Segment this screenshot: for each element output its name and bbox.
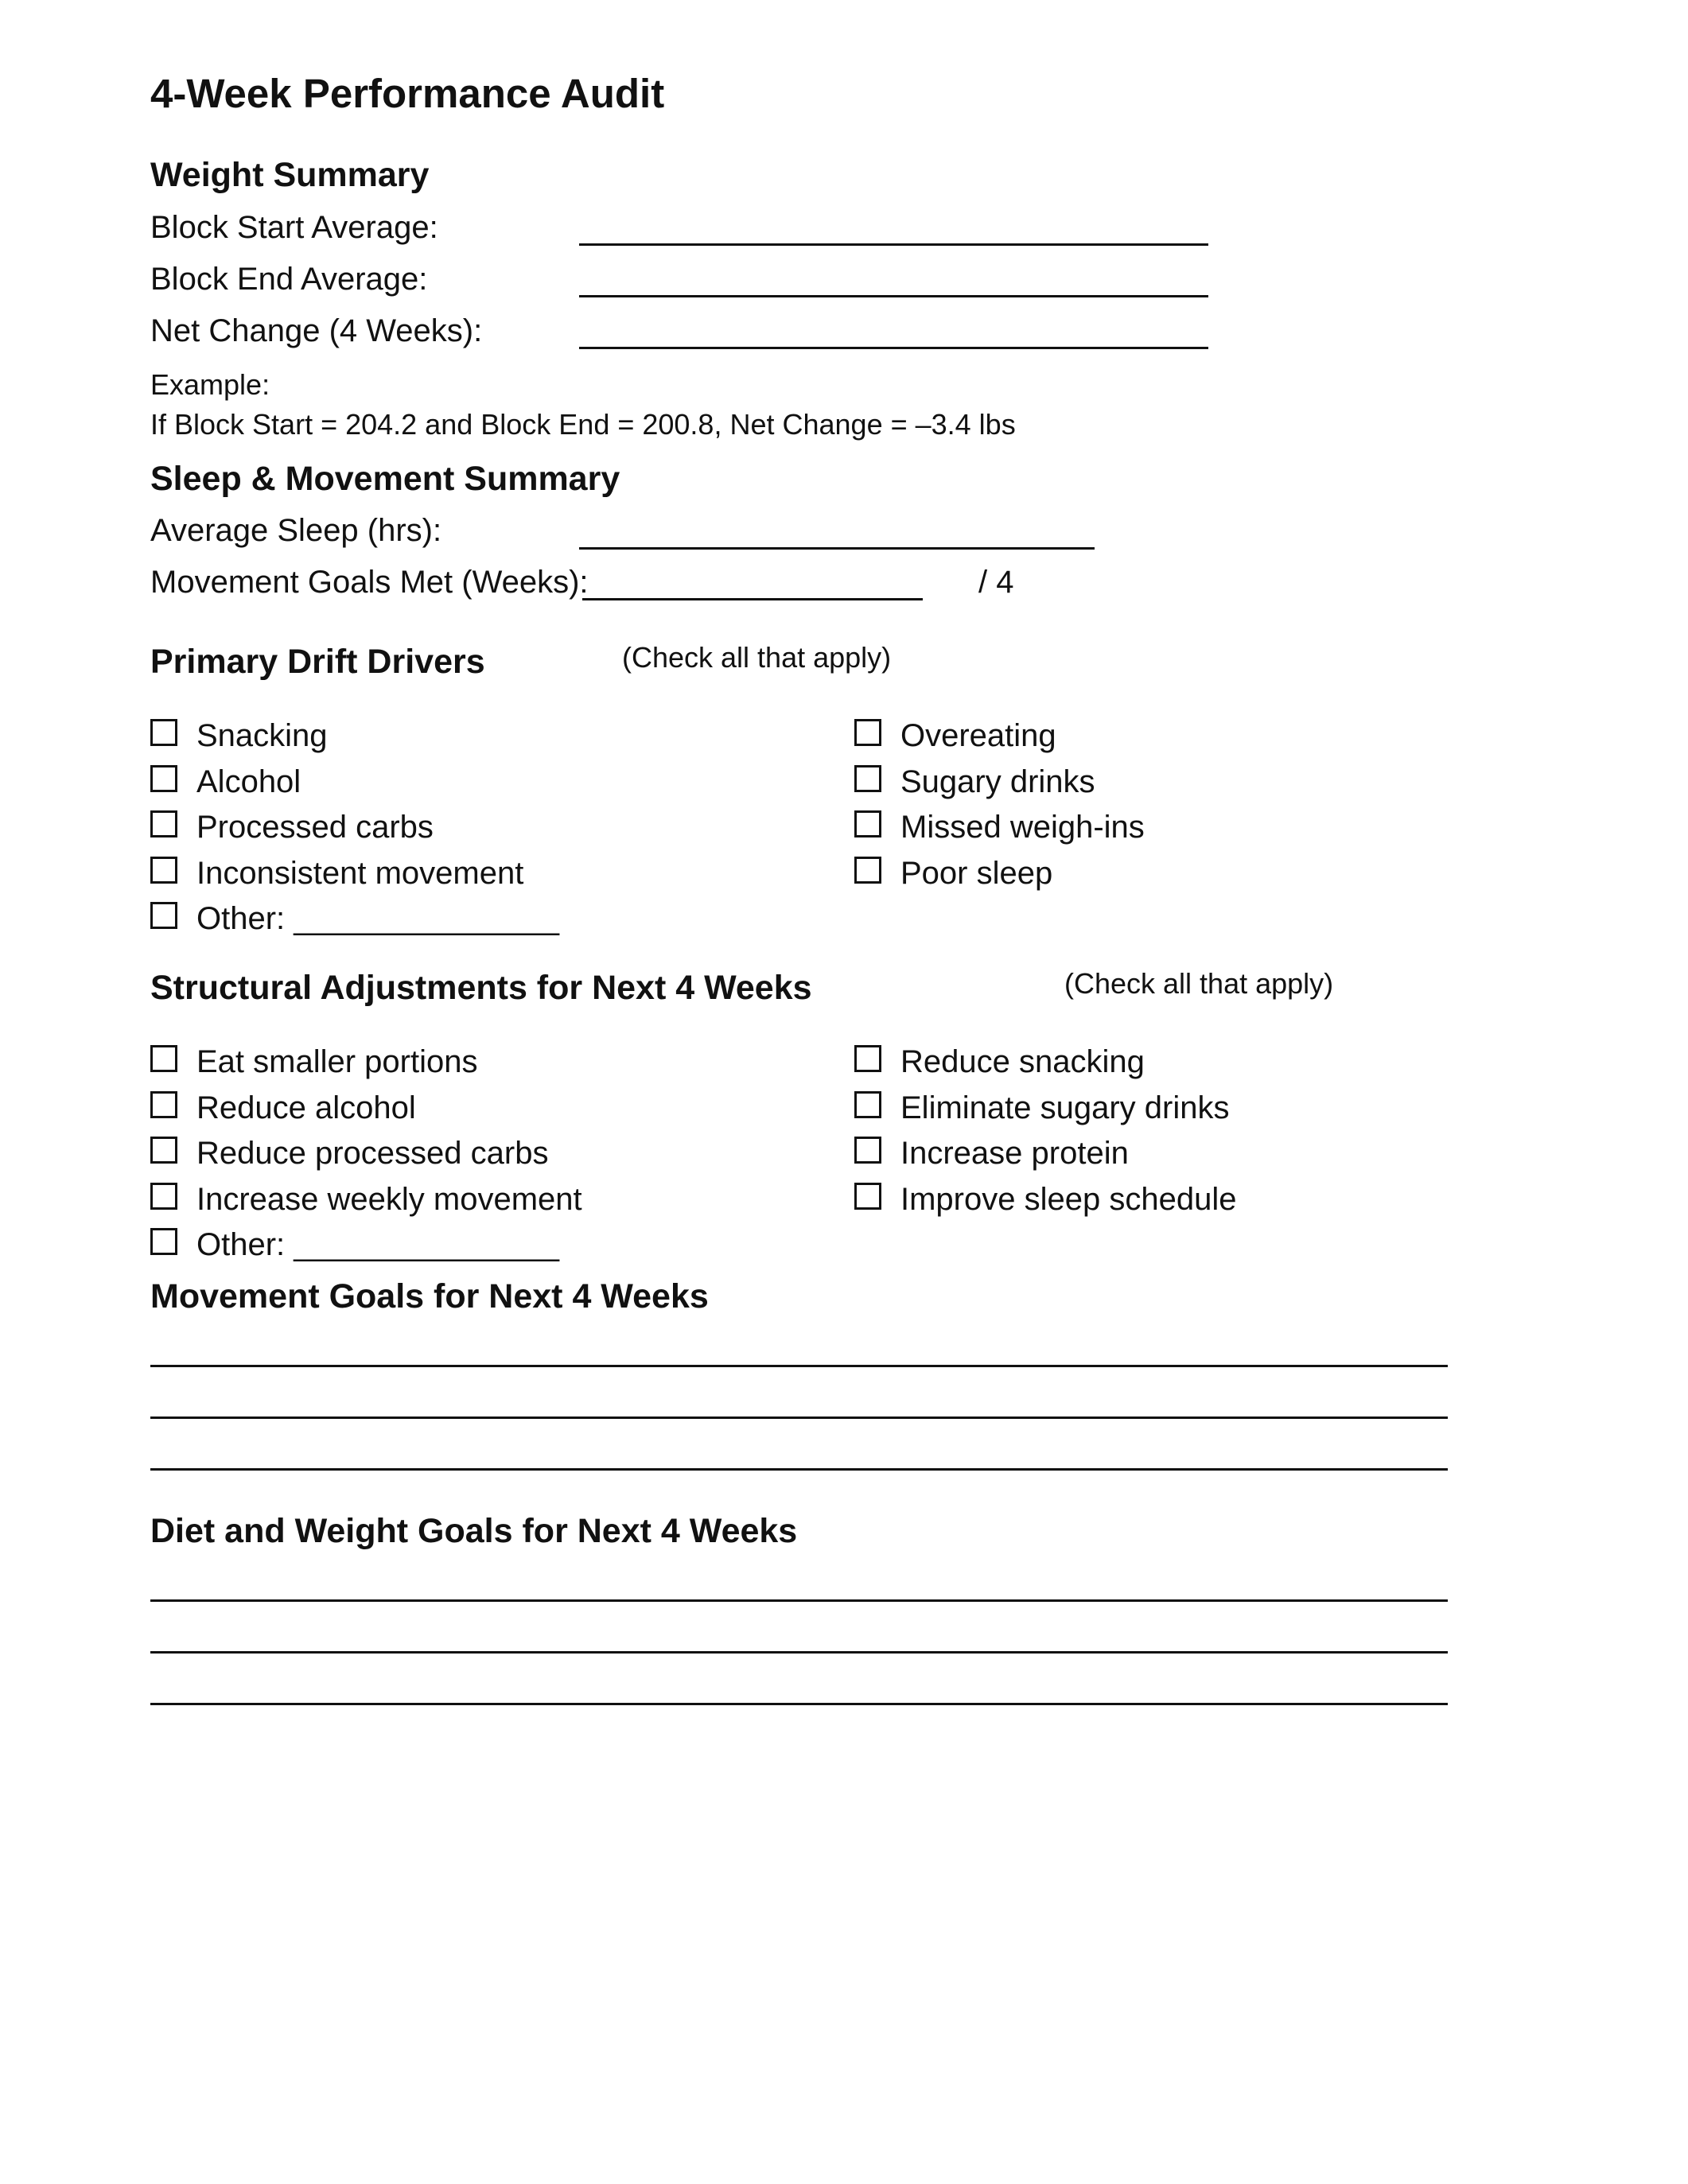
checkbox-processed-carbs[interactable]: [150, 810, 177, 837]
checkbox-eliminate-sugary-drinks[interactable]: [854, 1091, 881, 1118]
avg-sleep-label: Average Sleep (hrs):: [150, 513, 442, 548]
checkbox-label-sugary-drinks: Sugary drinks: [900, 764, 1095, 799]
drift-drivers-note: (Check all that apply): [622, 641, 892, 674]
diet-goals-heading: Diet and Weight Goals for Next 4 Weeks: [150, 1512, 798, 1550]
checkbox-label-increase-weekly-movement: Increase weekly movement: [196, 1182, 582, 1217]
checkbox-reduce-processed-carbs[interactable]: [150, 1137, 177, 1164]
checkbox-label-alcohol: Alcohol: [196, 764, 301, 799]
checkbox-reduce-snacking[interactable]: [854, 1045, 881, 1072]
checkbox-label-inconsistent-movement: Inconsistent movement: [196, 856, 524, 891]
movement-goals-line-1[interactable]: [150, 1365, 1448, 1367]
checkbox-label-poor-sleep: Poor sleep: [900, 856, 1053, 891]
checkbox-poor-sleep[interactable]: [854, 857, 881, 884]
checkbox-label-overeating: Overeating: [900, 718, 1056, 753]
checkbox-missed-weigh-ins[interactable]: [854, 810, 881, 837]
checkbox-label-missed-weigh-ins: Missed weigh-ins: [900, 810, 1145, 845]
sleep-movement-heading: Sleep & Movement Summary: [150, 460, 620, 498]
drift-drivers-heading: Primary Drift Drivers: [150, 643, 485, 681]
checkbox-label-increase-protein: Increase protein: [900, 1136, 1129, 1171]
movement-goals-met-field[interactable]: [582, 598, 923, 600]
block-end-field[interactable]: [579, 295, 1208, 297]
checkbox-overeating[interactable]: [854, 719, 881, 746]
checkbox-increase-weekly-movement[interactable]: [150, 1183, 177, 1210]
checkbox-label-improve-sleep-schedule: Improve sleep schedule: [900, 1182, 1237, 1217]
movement-goals-met-label: Movement Goals Met (Weeks):: [150, 565, 589, 600]
checkbox-label-snacking: Snacking: [196, 718, 328, 753]
checkbox-snacking[interactable]: [150, 719, 177, 746]
checkbox-increase-protein[interactable]: [854, 1137, 881, 1164]
checkbox-label-eat-smaller-portions: Eat smaller portions: [196, 1044, 478, 1079]
page-title: 4-Week Performance Audit: [150, 71, 665, 116]
checkbox-reduce-alcohol[interactable]: [150, 1091, 177, 1118]
checkbox-label-eliminate-sugary-drinks: Eliminate sugary drinks: [900, 1090, 1230, 1125]
movement-goals-line-3[interactable]: [150, 1468, 1448, 1471]
checkbox-eat-smaller-portions[interactable]: [150, 1045, 177, 1072]
movement-goals-line-2[interactable]: [150, 1416, 1448, 1419]
avg-sleep-field[interactable]: [579, 547, 1095, 550]
net-change-label: Net Change (4 Weeks):: [150, 313, 483, 348]
movement-goals-heading: Movement Goals for Next 4 Weeks: [150, 1277, 709, 1315]
movement-goals-suffix: / 4: [978, 565, 1014, 600]
example-text: If Block Start = 204.2 and Block End = 200.8, Net Change = –3.4 lbs: [150, 408, 1016, 441]
block-end-label: Block End Average:: [150, 262, 428, 297]
checkbox-improve-sleep-schedule[interactable]: [854, 1183, 881, 1210]
structural-adjustments-note: (Check all that apply): [1064, 967, 1334, 1000]
net-change-field[interactable]: [579, 347, 1208, 349]
checkbox-label-other-driver: Other: _______________: [196, 901, 559, 936]
checkbox-label-processed-carbs: Processed carbs: [196, 810, 434, 845]
structural-adjustments-heading: Structural Adjustments for Next 4 Weeks: [150, 969, 812, 1007]
block-start-field[interactable]: [579, 243, 1208, 246]
example-label: Example:: [150, 368, 270, 401]
weight-summary-heading: Weight Summary: [150, 156, 430, 194]
diet-goals-line-3[interactable]: [150, 1703, 1448, 1705]
checkbox-label-reduce-snacking: Reduce snacking: [900, 1044, 1145, 1079]
diet-goals-line-2[interactable]: [150, 1651, 1448, 1654]
diet-goals-line-1[interactable]: [150, 1599, 1448, 1602]
checkbox-label-reduce-alcohol: Reduce alcohol: [196, 1090, 416, 1125]
checkbox-alcohol[interactable]: [150, 765, 177, 792]
checkbox-sugary-drinks[interactable]: [854, 765, 881, 792]
checkbox-other-adjustment[interactable]: [150, 1228, 177, 1255]
checkbox-inconsistent-movement[interactable]: [150, 857, 177, 884]
block-start-label: Block Start Average:: [150, 210, 438, 245]
checkbox-label-other-adjustment: Other: _______________: [196, 1227, 559, 1262]
checkbox-other-driver[interactable]: [150, 902, 177, 929]
checkbox-label-reduce-processed-carbs: Reduce processed carbs: [196, 1136, 549, 1171]
